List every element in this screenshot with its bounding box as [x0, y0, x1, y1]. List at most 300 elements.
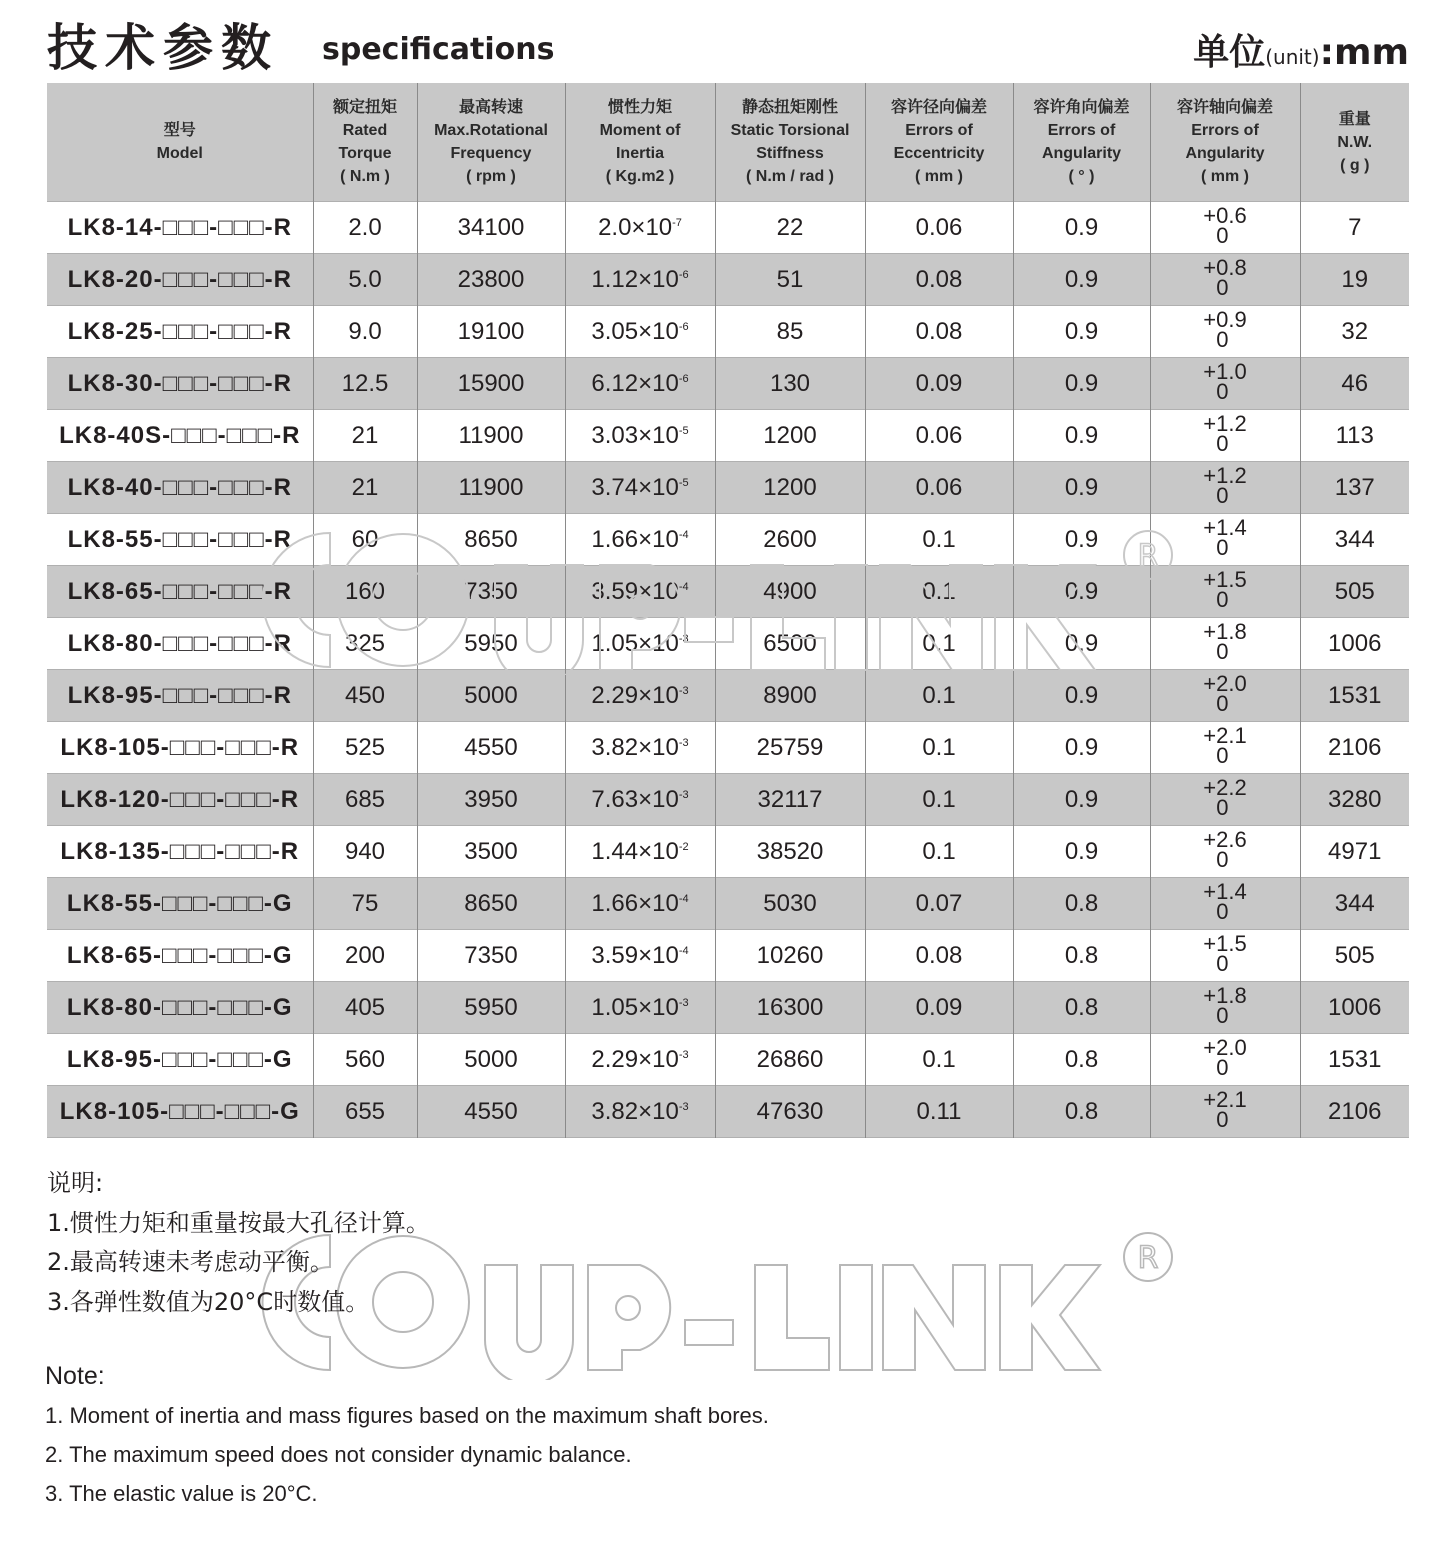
inertia-exponent: -5 — [678, 424, 689, 437]
column-header — [715, 83, 865, 202]
unit-paren: (unit) — [1265, 45, 1320, 69]
max-speed-cell: 7350 — [417, 930, 565, 982]
weight-cell: 344 — [1300, 878, 1409, 930]
axial-error-cell — [1150, 462, 1300, 514]
inertia-mantissa: 3.05×10 — [591, 317, 679, 345]
notes-cn-item: 3.各弹性数值为20°C时数值。 — [47, 1287, 370, 1316]
eccentricity-error-cell: 0.09 — [865, 982, 1013, 1034]
column-header-en: ( N.m / rad ) — [745, 168, 834, 185]
inertia-cell — [565, 774, 715, 826]
axial-error-cell — [1150, 358, 1300, 410]
angularity-error-cell: 0.9 — [1013, 514, 1150, 566]
axial-error-cell — [1150, 670, 1300, 722]
column-header-en: Errors of — [905, 122, 973, 139]
tolerance — [1203, 1034, 1247, 1080]
tolerance-lower: 0 — [1216, 534, 1229, 560]
column-header-en: Torque — [338, 145, 392, 162]
static-stiffness-cell: 6500 — [715, 618, 865, 670]
tolerance-upper: +2.1 — [1203, 1086, 1247, 1112]
model-cell: LK8-105-□□□-□□□-R — [47, 722, 313, 774]
table-row — [47, 202, 1409, 254]
tolerance-upper: +1.8 — [1203, 618, 1247, 644]
inertia-exponent: -4 — [678, 528, 689, 541]
table-row — [47, 514, 1409, 566]
column-header-cn: 容许轴向偏差 — [1176, 99, 1273, 116]
inertia-exponent: -4 — [678, 892, 689, 905]
inertia-exponent: -5 — [678, 476, 689, 489]
inertia-exponent: -7 — [672, 216, 682, 229]
inertia-mantissa: 6.12×10 — [591, 369, 679, 397]
max-speed-cell: 3950 — [417, 774, 565, 826]
axial-error-cell — [1150, 306, 1300, 358]
column-header-cn: 重量 — [1338, 110, 1371, 128]
inertia-cell — [565, 1086, 715, 1138]
unit-indicator — [1193, 24, 1409, 75]
tolerance — [1203, 254, 1247, 300]
angularity-error-cell: 0.9 — [1013, 670, 1150, 722]
page-title-en: specifications — [322, 32, 555, 67]
axial-error-cell — [1150, 566, 1300, 618]
column-header-en: Stiffness — [756, 145, 824, 162]
weight-cell: 1006 — [1300, 982, 1409, 1034]
rated-torque-cell: 325 — [313, 618, 417, 670]
notes-english — [45, 1357, 769, 1513]
column-header — [865, 83, 1013, 202]
angularity-error-cell: 0.9 — [1013, 306, 1150, 358]
weight-cell: 1006 — [1328, 629, 1382, 657]
weight-cell: 344 — [1334, 525, 1375, 553]
max-speed-cell: 15900 — [417, 358, 565, 410]
max-speed-cell: 11900 — [417, 410, 565, 462]
rated-torque-cell: 5.0 — [313, 254, 417, 306]
max-speed-cell: 5000 — [417, 1034, 565, 1086]
column-header-cn: 额定扭矩 — [332, 99, 397, 116]
inertia-cell — [565, 826, 715, 878]
tolerance-upper: +2.1 — [1203, 722, 1247, 748]
angularity-error-cell: 0.8 — [1013, 878, 1150, 930]
tolerance — [1203, 826, 1247, 872]
eccentricity-error-cell: 0.1 — [865, 566, 1013, 618]
inertia-exponent: -3 — [678, 684, 689, 697]
model-cell: LK8-95-□□□-□□□-R — [47, 670, 313, 722]
weight-cell: 3280 — [1300, 774, 1409, 826]
table-row — [47, 722, 1409, 774]
static-stiffness-cell: 47630 — [715, 1086, 865, 1138]
tolerance-upper: +2.0 — [1203, 670, 1247, 696]
eccentricity-error-cell: 0.09 — [865, 358, 1013, 410]
max-speed-cell: 8650 — [417, 878, 565, 930]
model-cell: LK8-55-□□□-□□□-R — [47, 514, 313, 566]
inertia-exponent: -3 — [678, 1100, 689, 1113]
inertia-exponent: -3 — [678, 736, 689, 749]
tolerance — [1203, 930, 1247, 976]
eccentricity-error-cell: 0.08 — [865, 254, 1013, 306]
weight-cell: 113 — [1335, 421, 1374, 449]
table-row — [47, 566, 1409, 618]
tolerance-upper: +1.5 — [1203, 566, 1247, 592]
model-cell: LK8-105-□□□-□□□-G — [47, 1086, 313, 1138]
axial-error-cell — [1150, 410, 1300, 462]
weight-cell: 2106 — [1300, 1086, 1409, 1138]
angularity-error-cell: 0.8 — [1013, 1086, 1150, 1138]
angularity-error-cell: 0.9 — [1013, 722, 1150, 774]
weight-cell: 505 — [1334, 941, 1375, 969]
rated-torque-cell: 21 — [313, 410, 417, 462]
tolerance-lower: 0 — [1216, 378, 1229, 404]
model-cell: LK8-20-□□□-□□□-R — [47, 254, 313, 306]
model-cell: LK8-14-□□□-□□□-R — [47, 202, 313, 254]
eccentricity-error-cell: 0.1 — [865, 670, 1013, 722]
inertia-mantissa: 3.82×10 — [591, 1097, 679, 1125]
tolerance — [1203, 1086, 1247, 1132]
tolerance — [1203, 566, 1247, 612]
page-title-cn: 技术参数 — [47, 19, 279, 77]
column-header-en: N.W. — [1337, 133, 1373, 151]
eccentricity-error-cell: 0.11 — [865, 1086, 1013, 1138]
weight-cell: 46 — [1300, 358, 1409, 410]
axial-error-cell — [1150, 930, 1300, 982]
axial-error-cell — [1150, 202, 1300, 254]
tolerance-lower: 0 — [1216, 638, 1229, 664]
tolerance-upper: +2.2 — [1203, 774, 1247, 800]
static-stiffness-cell: 5030 — [715, 878, 865, 930]
inertia-mantissa: 1.05×10 — [591, 629, 679, 657]
column-header-en: Inertia — [615, 145, 664, 162]
tolerance — [1203, 670, 1247, 716]
rated-torque-cell: 60 — [313, 514, 417, 566]
angularity-error-cell: 0.9 — [1013, 254, 1150, 306]
tolerance — [1203, 722, 1247, 768]
static-stiffness-cell: 38520 — [715, 826, 865, 878]
inertia-cell — [565, 306, 715, 358]
column-header-en: Max.Rotational — [434, 122, 548, 139]
axial-error-cell — [1150, 774, 1300, 826]
static-stiffness-cell: 1200 — [715, 462, 865, 514]
axial-error-cell — [1150, 514, 1300, 566]
tolerance-upper: +1.2 — [1203, 462, 1247, 488]
inertia-mantissa: 2.0×10 — [598, 213, 673, 241]
registered-mark-lower: R — [1137, 1241, 1159, 1276]
rated-torque-cell: 450 — [313, 670, 417, 722]
inertia-exponent: -2 — [678, 840, 689, 853]
inertia-cell — [565, 618, 715, 670]
inertia-cell — [565, 878, 715, 930]
static-stiffness-cell: 10260 — [715, 930, 865, 982]
table-row — [47, 462, 1409, 514]
weight-cell: 1531 — [1328, 1045, 1382, 1073]
axial-error-cell — [1150, 826, 1300, 878]
tolerance-lower: 0 — [1216, 898, 1229, 924]
weight-cell: 505 — [1300, 566, 1409, 618]
column-header-en: Errors of — [1191, 122, 1259, 139]
table-row — [47, 982, 1409, 1034]
eccentricity-error-cell: 0.1 — [865, 1034, 1013, 1086]
column-header-en: ( mm ) — [1201, 168, 1249, 185]
inertia-mantissa: 1.66×10 — [591, 889, 679, 917]
static-stiffness-cell: 25759 — [715, 722, 865, 774]
axial-error-cell — [1150, 878, 1300, 930]
spec-table — [47, 83, 1409, 1138]
tolerance-upper: +1.4 — [1203, 878, 1247, 904]
tolerance-lower: 0 — [1216, 482, 1229, 508]
angularity-error-cell: 0.9 — [1013, 462, 1150, 514]
inertia-cell — [565, 358, 715, 410]
rated-torque-cell: 685 — [313, 774, 417, 826]
column-header-cn: 容许角向偏差 — [1033, 99, 1130, 116]
column-header-en: Angularity — [1185, 145, 1265, 162]
static-stiffness-cell: 32117 — [715, 774, 865, 826]
notes-en-item: 2. The maximum speed does not consider dynamic balance. — [45, 1442, 632, 1467]
eccentricity-error-cell: 0.08 — [865, 930, 1013, 982]
model-cell: LK8-55-□□□-□□□-G — [47, 878, 313, 930]
tolerance-upper: +1.0 — [1203, 358, 1247, 384]
tolerance-lower: 0 — [1216, 222, 1229, 248]
weight-cell: 19 — [1300, 254, 1409, 306]
column-header-en: ( N.m ) — [340, 168, 390, 185]
axial-error-cell — [1150, 1086, 1300, 1138]
eccentricity-error-cell: 0.1 — [865, 514, 1013, 566]
rated-torque-cell: 405 — [313, 982, 417, 1034]
max-speed-cell: 5950 — [417, 618, 565, 670]
inertia-exponent: -3 — [678, 788, 689, 801]
eccentricity-error-cell: 0.1 — [865, 826, 1013, 878]
table-row — [47, 254, 1409, 306]
table-row — [47, 410, 1409, 462]
tolerance-upper: +2.6 — [1203, 826, 1247, 852]
column-header — [47, 83, 313, 202]
inertia-cell — [565, 930, 715, 982]
weight-cell: 32 — [1341, 317, 1369, 345]
eccentricity-error-cell: 0.1 — [865, 722, 1013, 774]
table-row — [47, 306, 1409, 358]
eccentricity-error-cell: 0.07 — [865, 878, 1013, 930]
inertia-mantissa: 1.44×10 — [591, 837, 679, 865]
tolerance-upper: +0.6 — [1203, 202, 1247, 228]
tolerance-lower: 0 — [1216, 846, 1229, 872]
model-cell: LK8-65-□□□-□□□-G — [47, 930, 313, 982]
unit-value: :mm — [1319, 32, 1409, 73]
max-speed-cell: 11900 — [417, 462, 565, 514]
tolerance — [1203, 618, 1247, 664]
notes-en-item: 1. Moment of inertia and mass figures based on the maximum shaft bores. — [45, 1403, 769, 1428]
weight-cell: 4971 — [1328, 837, 1382, 865]
rated-torque-cell: 525 — [313, 722, 417, 774]
rated-torque-cell: 200 — [313, 930, 417, 982]
rated-torque-cell: 560 — [313, 1034, 417, 1086]
column-header-en: Moment of — [599, 122, 681, 139]
tolerance-upper: +1.8 — [1203, 982, 1247, 1008]
column-header-en: Frequency — [450, 145, 532, 162]
unit-label: 单位 — [1193, 32, 1266, 73]
table-body — [47, 202, 1409, 1138]
tolerance-lower: 0 — [1216, 1106, 1229, 1132]
eccentricity-error-cell: 0.08 — [865, 306, 1013, 358]
model-cell: LK8-40S-□□□-□□□-R — [47, 410, 313, 462]
weight-cell: 1531 — [1300, 670, 1409, 722]
max-speed-cell: 5950 — [417, 982, 565, 1034]
axial-error-cell — [1150, 982, 1300, 1034]
column-header — [1300, 83, 1409, 202]
registered-mark-upper: R — [1137, 539, 1159, 574]
rated-torque-cell: 12.5 — [313, 358, 417, 410]
axial-error-cell — [1150, 254, 1300, 306]
static-stiffness-cell: 22 — [715, 202, 865, 254]
column-header — [313, 83, 417, 202]
eccentricity-error-cell: 0.06 — [865, 202, 1013, 254]
static-stiffness-cell: 2600 — [715, 514, 865, 566]
inertia-mantissa: 3.82×10 — [591, 733, 679, 761]
axial-error-cell — [1150, 722, 1300, 774]
notes-cn-title: 说明: — [47, 1169, 104, 1197]
inertia-exponent: -6 — [678, 268, 689, 281]
notes-en-title: Note: — [45, 1362, 105, 1390]
table-row — [47, 670, 1409, 722]
max-speed-cell: 3500 — [417, 826, 565, 878]
inertia-mantissa: 3.59×10 — [591, 941, 679, 969]
column-header-cn: 型号 — [163, 122, 196, 139]
table-row — [47, 358, 1409, 410]
eccentricity-error-cell: 0.1 — [865, 774, 1013, 826]
tolerance — [1203, 202, 1247, 248]
inertia-cell — [565, 410, 715, 462]
static-stiffness-cell: 8900 — [715, 670, 865, 722]
inertia-exponent: -3 — [678, 632, 689, 645]
tolerance-lower: 0 — [1216, 690, 1229, 716]
tolerance — [1203, 982, 1247, 1028]
rated-torque-cell: 2.0 — [313, 202, 417, 254]
tolerance-lower: 0 — [1216, 1054, 1229, 1080]
notes-cn-item: 1.惯性力矩和重量按最大孔径计算。 — [47, 1208, 430, 1237]
angularity-error-cell: 0.8 — [1013, 982, 1150, 1034]
column-header-cn: 惯性力矩 — [607, 99, 672, 116]
column-header-cn: 容许径向偏差 — [890, 99, 987, 116]
column-header-en: Eccentricity — [893, 145, 985, 162]
inertia-exponent: -6 — [678, 372, 689, 385]
angularity-error-cell: 0.8 — [1013, 1034, 1150, 1086]
static-stiffness-cell: 85 — [715, 306, 865, 358]
page-header — [47, 6, 1409, 78]
inertia-exponent: -4 — [678, 580, 689, 593]
model-cell: LK8-80-□□□-□□□-R — [47, 618, 313, 670]
inertia-mantissa: 1.12×10 — [591, 265, 679, 293]
max-speed-cell: 4550 — [417, 1086, 565, 1138]
column-header-en: Angularity — [1041, 145, 1122, 162]
axial-error-cell — [1150, 1034, 1300, 1086]
tolerance — [1203, 306, 1247, 352]
model-cell: LK8-80-□□□-□□□-G — [47, 982, 313, 1034]
inertia-cell — [565, 982, 715, 1034]
column-header-en: Static Torsional — [730, 122, 850, 139]
column-header-en: Model — [156, 145, 203, 162]
inertia-mantissa: 2.29×10 — [591, 1045, 679, 1073]
column-header-en: Errors of — [1047, 122, 1116, 139]
angularity-error-cell: 0.8 — [1013, 930, 1150, 982]
notes-chinese — [47, 1164, 430, 1322]
static-stiffness-cell: 1200 — [715, 410, 865, 462]
tolerance-lower: 0 — [1216, 326, 1229, 352]
tolerance-upper: +0.8 — [1203, 254, 1247, 280]
column-header-en: ( ° ) — [1068, 168, 1095, 185]
tolerance-upper: +0.9 — [1203, 306, 1247, 332]
column-header — [417, 83, 565, 202]
column-header-en: ( Kg.m2 ) — [605, 168, 675, 185]
max-speed-cell: 5000 — [417, 670, 565, 722]
table-row — [47, 878, 1409, 930]
inertia-mantissa: 2.29×10 — [591, 681, 679, 709]
inertia-cell — [565, 722, 715, 774]
angularity-error-cell: 0.9 — [1013, 202, 1150, 254]
inertia-cell — [565, 1034, 715, 1086]
inertia-cell — [565, 462, 715, 514]
column-header-cn: 静态扭矩刚性 — [741, 99, 838, 116]
inertia-mantissa: 3.59×10 — [591, 577, 679, 605]
column-header-en: ( g ) — [1340, 156, 1370, 174]
rated-torque-cell: 655 — [313, 1086, 417, 1138]
inertia-mantissa: 3.74×10 — [591, 473, 679, 501]
max-speed-cell: 19100 — [417, 306, 565, 358]
tolerance-lower: 0 — [1216, 742, 1229, 768]
static-stiffness-cell: 26860 — [715, 1034, 865, 1086]
rated-torque-cell: 160 — [313, 566, 417, 618]
model-cell: LK8-135-□□□-□□□-R — [47, 826, 313, 878]
column-header-en: ( mm ) — [915, 168, 963, 185]
tolerance — [1203, 462, 1247, 508]
tolerance — [1203, 358, 1247, 404]
eccentricity-error-cell: 0.1 — [865, 618, 1013, 670]
inertia-exponent: -3 — [678, 996, 689, 1009]
notes-en-item: 3. The elastic value is 20°C. — [45, 1481, 318, 1506]
max-speed-cell: 34100 — [417, 202, 565, 254]
tolerance-upper: +1.4 — [1203, 514, 1247, 540]
max-speed-cell: 4550 — [417, 722, 565, 774]
axial-error-cell — [1150, 618, 1300, 670]
inertia-exponent: -6 — [678, 320, 689, 333]
tolerance-lower: 0 — [1216, 274, 1229, 300]
inertia-mantissa: 7.63×10 — [591, 785, 679, 813]
tolerance — [1203, 514, 1247, 560]
model-cell: LK8-95-□□□-□□□-G — [47, 1034, 313, 1086]
model-cell: LK8-25-□□□-□□□-R — [47, 306, 313, 358]
column-header — [565, 83, 715, 202]
inertia-mantissa: 3.03×10 — [591, 421, 679, 449]
inertia-cell — [565, 670, 715, 722]
table-row — [47, 774, 1409, 826]
table-row — [47, 1086, 1409, 1138]
table-row — [47, 618, 1409, 670]
eccentricity-error-cell: 0.06 — [865, 410, 1013, 462]
column-header-en: Rated — [342, 122, 388, 139]
model-cell: LK8-30-□□□-□□□-R — [47, 358, 313, 410]
inertia-mantissa: 1.66×10 — [591, 525, 679, 553]
rated-torque-cell: 21 — [313, 462, 417, 514]
model-cell: LK8-120-□□□-□□□-R — [47, 774, 313, 826]
column-header — [1150, 83, 1300, 202]
rated-torque-cell: 940 — [313, 826, 417, 878]
static-stiffness-cell: 4900 — [715, 566, 865, 618]
notes-cn-item: 2.最高转速未考虑动平衡。 — [47, 1248, 334, 1276]
column-header-cn: 最高转速 — [458, 99, 523, 116]
inertia-cell — [565, 566, 715, 618]
inertia-cell — [565, 254, 715, 306]
model-cell: LK8-65-□□□-□□□-R — [47, 566, 313, 618]
inertia-mantissa: 1.05×10 — [591, 993, 679, 1021]
max-speed-cell: 23800 — [417, 254, 565, 306]
table-row — [47, 826, 1409, 878]
static-stiffness-cell: 51 — [715, 254, 865, 306]
tolerance — [1203, 410, 1247, 456]
angularity-error-cell: 0.9 — [1013, 826, 1150, 878]
static-stiffness-cell: 130 — [715, 358, 865, 410]
